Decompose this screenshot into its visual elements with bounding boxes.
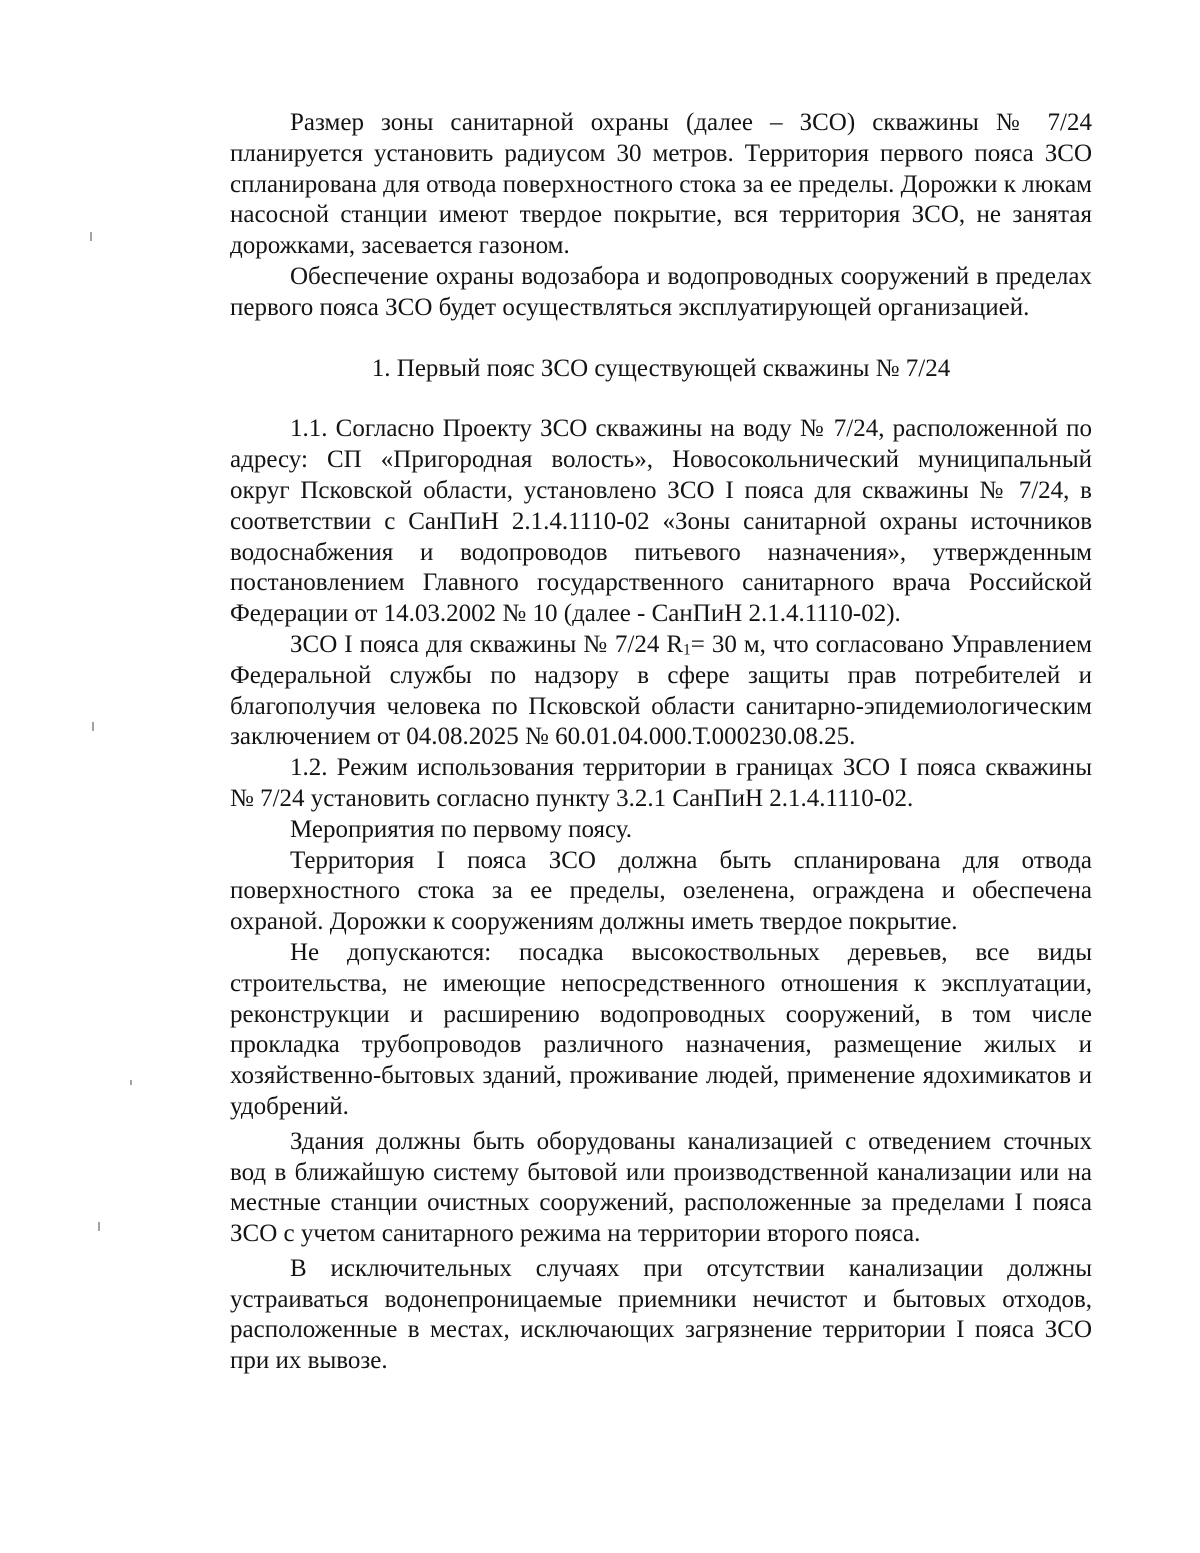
clause-1-2: 1.2. Режим использования территории в границах ЗСО I пояса скважины № 7/24 установить согласно пункту 3.2.1 СанПиН 2.1.4.1110-02. xyxy=(230,754,1092,812)
measure-paragraph: Территория I пояса ЗСО должна быть спланирована для отвода поверхностного стока за ее пределы, озеленена, ограждена и обеспечена охраной. Дорожки к сооружениям должны иметь твердое покрытие. xyxy=(230,846,1092,936)
radius-subscript: 1 xyxy=(683,641,691,659)
radius-text-start: ЗСО I пояса для скважины № 7/24 R xyxy=(290,630,684,658)
radius-text-end: = 30 м, что согласовано Управлением Федеральной службы по надзору в сфере защиты прав потребителей и благополучия человека по Псковской области санитарно-эпидемиологическим заключением от 04.08.2025 № 60.01.04.000.Т.000230.08.25. xyxy=(230,630,1092,751)
protection-paragraph: Обеспечение охраны водозабора и водопроводных сооружений в пределах первого пояса ЗСО будет осуществляться эксплуатирующей организацией. xyxy=(230,262,1092,321)
clause-1-1: 1.1. Согласно Проекту ЗСО скважины на воду № 7/24, расположенной по адресу: СП «Пригородная волость», Новосокольнический муниципальный округ Псковской области, установлено ЗСО I пояса для скважины № 7/24, в соответствии с СанПиН 2.1.4.1110-02 «Зоны санитарной охраны источников водоснабжения и водопроводов питьевого назначения», утвержденным постановлением Главного государственного санитарного врача Российской Федерации от 14.03.2002 № 10 (далее - СанПиН 2.1.4.1110-02). xyxy=(230,415,1092,628)
zone-size-paragraph: Размер зоны санитарной охраны (далее – ЗСО) скважины № 7/24 планируется установить радиусом 30 метров. Территория первого пояса ЗСО спланирована для отвода поверхностного стока за ее пределы. Дорожки к люкам насосной станции имеют твердое покрытие, вся территория ЗСО, не занятая дорожками, засевается газоном. xyxy=(230,109,1092,260)
scan-mark xyxy=(98,1222,100,1231)
scan-mark xyxy=(92,722,94,731)
measures-title: Мероприятия по первому поясу. xyxy=(290,815,633,843)
section-heading: 1. Первый пояс ЗСО существующей скважины № 7/24 xyxy=(371,354,951,382)
scan-mark xyxy=(90,232,92,241)
scan-mark xyxy=(130,1080,132,1085)
measure-paragraph: В исключительных случаях при отсутствии канализации должны устраиваться водонепроницаемые приемники нечистот и бытовых отходов, расположенные в местах, исключающих загрязнение территории I пояса ЗСО при их вывозе. xyxy=(230,1254,1092,1375)
measure-paragraph: Здания должны быть оборудованы канализацией с отведением сточных вод в ближайшую систему бытовой или производственной канализации или на местные станции очистных сооружений, расположенные за пределами I пояса ЗСО с учетом санитарного режима на территории второго пояса. xyxy=(230,1127,1092,1248)
measure-paragraph: Не допускаются: посадка высокоствольных деревьев, все виды строительства, не имеющие непосредственного отношения к эксплуатации, реконструкции и расширению водопроводных сооружений, в том числе прокладка трубопроводов различного назначения, размещение жилых и хозяйственно-бытовых зданий, проживание людей, применение ядохимикатов и удобрений. xyxy=(230,938,1092,1120)
document-body xyxy=(230,108,1092,1377)
radius-paragraph xyxy=(230,630,1092,753)
